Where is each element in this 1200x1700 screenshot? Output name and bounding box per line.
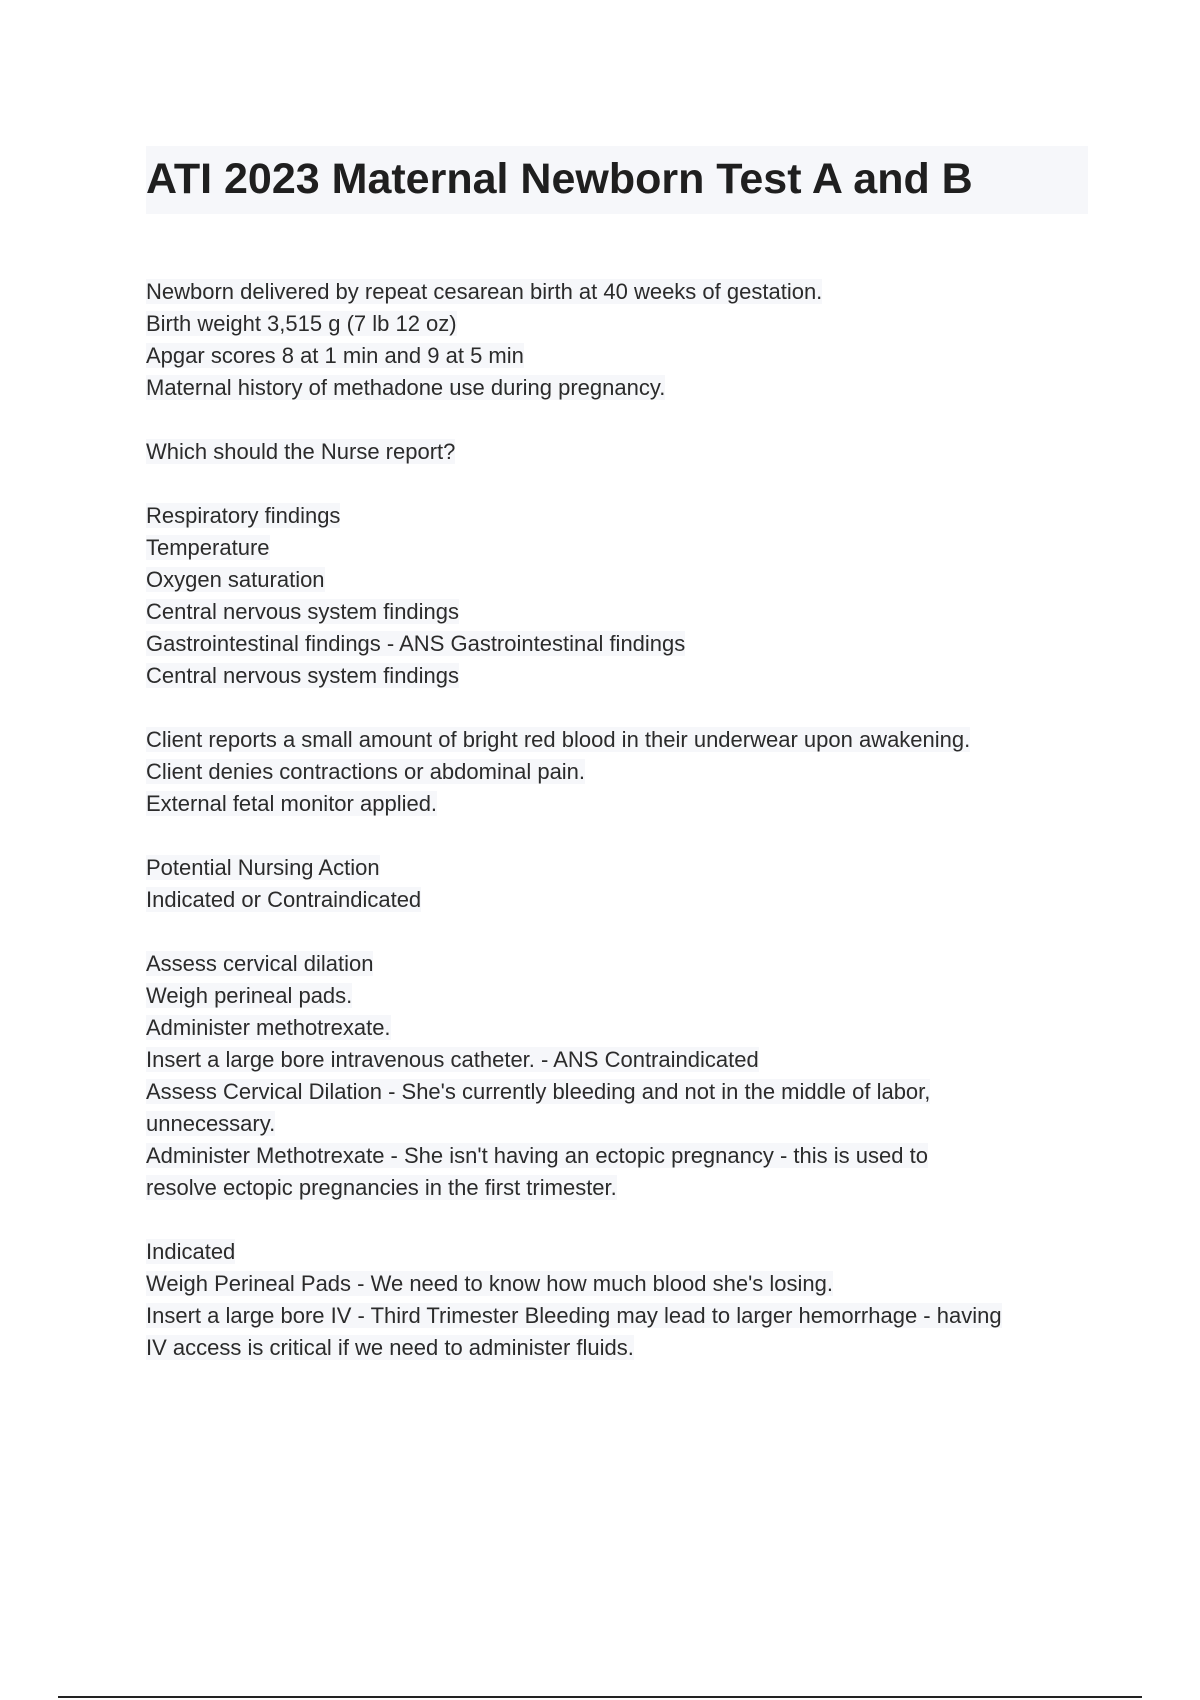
text-line: Newborn delivered by repeat cesarean birth at 40 weeks of gestation. bbox=[146, 279, 823, 304]
text-line: Administer Methotrexate - She isn't having an ectopic pregnancy - this is used to bbox=[146, 1143, 928, 1168]
text-line: Temperature bbox=[146, 535, 270, 560]
text-line: Potential Nursing Action bbox=[146, 855, 380, 880]
indicated-paragraph bbox=[146, 1236, 1096, 1364]
text-line: Which should the Nurse report? bbox=[146, 439, 456, 464]
text-line: Central nervous system findings bbox=[146, 663, 460, 688]
document-title: ATI 2023 Maternal Newborn Test A and B bbox=[146, 155, 973, 203]
text-line: Oxygen saturation bbox=[146, 567, 325, 592]
text-line: External fetal monitor applied. bbox=[146, 791, 438, 816]
text-line: Assess Cervical Dilation - She's currently bleeding and not in the middle of labor, bbox=[146, 1079, 931, 1104]
text-line: Client denies contractions or abdominal pain. bbox=[146, 759, 586, 784]
text-line: Client reports a small amount of bright red blood in their underwear upon awakening. bbox=[146, 727, 971, 752]
options-paragraph bbox=[146, 500, 1096, 692]
text-line: Indicated bbox=[146, 1239, 236, 1264]
text-line: Birth weight 3,515 g (7 lb 12 oz) bbox=[146, 311, 457, 336]
text-line: Insert a large bore IV - Third Trimester Bleeding may lead to larger hemorrhage - having bbox=[146, 1303, 1002, 1328]
nursing-action-header-paragraph bbox=[146, 852, 1096, 916]
text-line: unnecessary. bbox=[146, 1111, 276, 1136]
document-body bbox=[146, 276, 1096, 1396]
text-line: Insert a large bore intravenous catheter. - ANS Contraindicated bbox=[146, 1047, 759, 1072]
text-line: Weigh Perineal Pads - We need to know how much blood she's losing. bbox=[146, 1271, 833, 1296]
text-line: Central nervous system findings bbox=[146, 599, 460, 624]
text-line: Apgar scores 8 at 1 min and 9 at 5 min bbox=[146, 343, 524, 368]
text-line: Weigh perineal pads. bbox=[146, 983, 353, 1008]
text-line: Gastrointestinal findings - ANS Gastrointestinal findings bbox=[146, 631, 686, 656]
nursing-actions-paragraph bbox=[146, 948, 1096, 1204]
text-line: resolve ectopic pregnancies in the first trimester. bbox=[146, 1175, 617, 1200]
text-line: IV access is critical if we need to administer fluids. bbox=[146, 1335, 634, 1360]
text-line: Indicated or Contraindicated bbox=[146, 887, 422, 912]
client-case-paragraph bbox=[146, 724, 1096, 820]
footer-divider bbox=[58, 1696, 1142, 1698]
newborn-case-paragraph bbox=[146, 276, 1096, 404]
text-line: Assess cervical dilation bbox=[146, 951, 374, 976]
text-line: Respiratory findings bbox=[146, 503, 341, 528]
text-line: Maternal history of methadone use during pregnancy. bbox=[146, 375, 666, 400]
text-line: Administer methotrexate. bbox=[146, 1015, 391, 1040]
question-paragraph bbox=[146, 436, 1096, 468]
